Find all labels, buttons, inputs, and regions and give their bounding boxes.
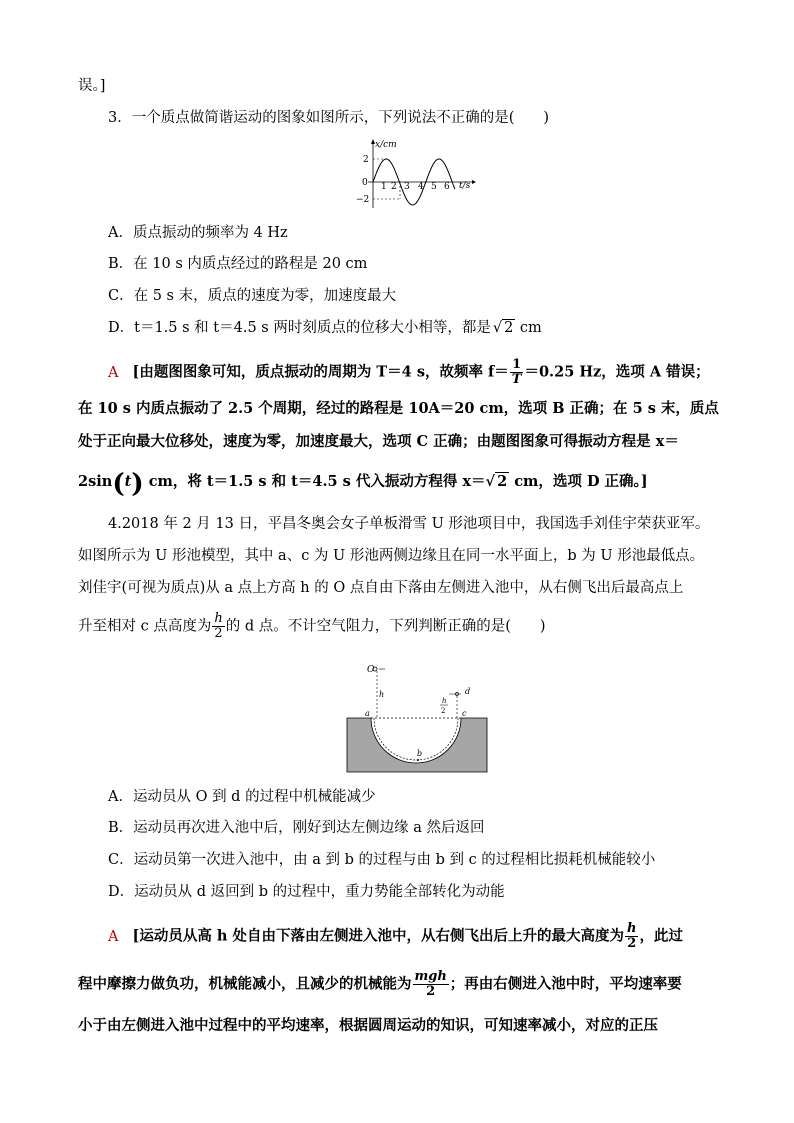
q3-frac: $\frac{1}{T}$ bbox=[511, 357, 522, 387]
q4-stem-line4: 升至相对 c 点高度为 $\frac{h}{2}$ 的 d 点。不计空气阻力，下列判断正确的是( ) bbox=[78, 611, 546, 641]
q3-graph bbox=[348, 136, 478, 212]
q4-stem-line1: 4.2018 年 2 月 13 日，平昌冬奥会女子单板滑雪 U 形池项目中，我国选手刘佳宇荣获亚军。 bbox=[108, 516, 710, 532]
x-tick-5: 5 bbox=[431, 182, 437, 192]
q3-explanation-line2: 在 10 s 内质点振动了 2.5 个周期，经过的路程是 10A＝20 cm，选项 B 正确；在 5 s 末，质点 bbox=[78, 400, 719, 417]
q4-frac-h: $\frac{h}{2}$ bbox=[214, 611, 223, 641]
y-tick-neg2: −2 bbox=[356, 195, 370, 205]
label-d: d bbox=[465, 687, 471, 696]
q4-option-d: D．运动员从 d 返回到 b 的过程中，重力势能全部转化为动能 bbox=[108, 884, 505, 900]
label-h: h bbox=[379, 690, 385, 699]
q4-option-b: B．运动员再次进入池中后，刚好到达左侧边缘 a 然后返回 bbox=[108, 820, 485, 836]
q4-option-a: A．运动员从 O 到 d 的过程中机械能减少 bbox=[108, 789, 376, 805]
q3-explanation-line3: 处于正向最大位移处，速度为零，加速度最大，选项 C 正确；由题图图象可得振动方程是 x＝ bbox=[78, 433, 679, 450]
q3-option-d-text: D．t＝1.5 s 和 t＝4.5 s 两时刻质点的位移大小相等，都是 bbox=[108, 320, 491, 336]
y-axis-label: x/cm bbox=[375, 140, 397, 150]
q3-sqrt-value: 2 bbox=[504, 320, 514, 336]
label-c: c bbox=[462, 709, 467, 718]
q4-explanation-line2: 程中摩擦力做负功，机械能减小，且减少的机械能为 $\frac{\text{mgh}}{2}$ ；再由右侧进入池中时，平均速率要 bbox=[78, 969, 682, 999]
u-pool-figure bbox=[345, 660, 490, 780]
q3-option-d: D．t＝1.5 s 和 t＝4.5 s 两时刻质点的位移大小相等，都是 √ 2 cm bbox=[108, 320, 542, 336]
q3-answer-letter: A bbox=[108, 364, 119, 381]
q4-stem-line2: 如图所示为 U 形池模型，其中 a、c 为 U 形池两侧边缘且在同一水平面上，b 为 U 形池最低点。 bbox=[78, 548, 705, 564]
label-a: a bbox=[365, 709, 370, 718]
q3-option-d-unit: cm bbox=[519, 320, 542, 336]
label-b: b bbox=[417, 749, 423, 758]
label-h-half-den: 2 bbox=[441, 707, 446, 715]
x-tick-2: 2 bbox=[391, 182, 397, 192]
q4-explanation-line3: 小于由左侧进入池中过程中的平均速率，根据圆周运动的知识，可知速率减小，对应的正压 bbox=[78, 1017, 658, 1034]
x-axis-label: t/s bbox=[459, 181, 471, 191]
label-h-half-num: h bbox=[442, 697, 447, 705]
continued-text: 误。] bbox=[78, 78, 106, 94]
q3-option-a: A．质点振动的频率为 4 Hz bbox=[108, 225, 288, 241]
q3-option-b: B．在 10 s 内质点经过的路程是 20 cm bbox=[108, 256, 368, 272]
q3-option-c: C．在 5 s 末，质点的速度为零，加速度最大 bbox=[108, 288, 397, 304]
x-tick-6: 6 bbox=[444, 182, 450, 192]
y-tick-2: 2 bbox=[363, 155, 369, 165]
q3-stem: 3．一个质点做简谐运动的图象如图所示，下列说法不正确的是( ) bbox=[108, 110, 550, 126]
q3-explanation-line1: A [由题图图象可知，质点振动的周期为 T＝4 s，故频率 f＝ $\frac{1}{T}$ ＝0.25 Hz，选项 A 错误； bbox=[108, 357, 710, 387]
x-tick-1: 1 bbox=[381, 182, 387, 192]
q4-option-c: C．运动员第一次进入池中，由 a 到 b 的过程与由 b 到 c 的过程相比损耗机械能较小 bbox=[108, 852, 656, 868]
u-pool-body bbox=[347, 718, 487, 772]
x-tick-4: 4 bbox=[418, 182, 424, 192]
label-o: O bbox=[367, 665, 375, 675]
q4-answer-letter: A bbox=[108, 928, 119, 945]
q3-explanation-line4: 2sin(t) cm，将 t＝1.5 s 和 t＝4.5 s 代入振动方程得 x＝√ 2 cm，选项 D 正确。] bbox=[78, 469, 648, 499]
q4-stem-line3: 刘佳宇(可视为质点)从 a 点上方高 h 的 O 点自由下落由左侧进入池中，从右侧飞出后最高点上 bbox=[78, 580, 684, 596]
x-tick-3: 3 bbox=[404, 182, 410, 192]
q4-explanation-line1: A [运动员从高 h 处自由下落由左侧进入池中，从右侧飞出后上升的最大高度为 $\frac{h}{2}$ ，此过 bbox=[108, 921, 683, 951]
y-tick-0: 0 bbox=[362, 178, 368, 188]
